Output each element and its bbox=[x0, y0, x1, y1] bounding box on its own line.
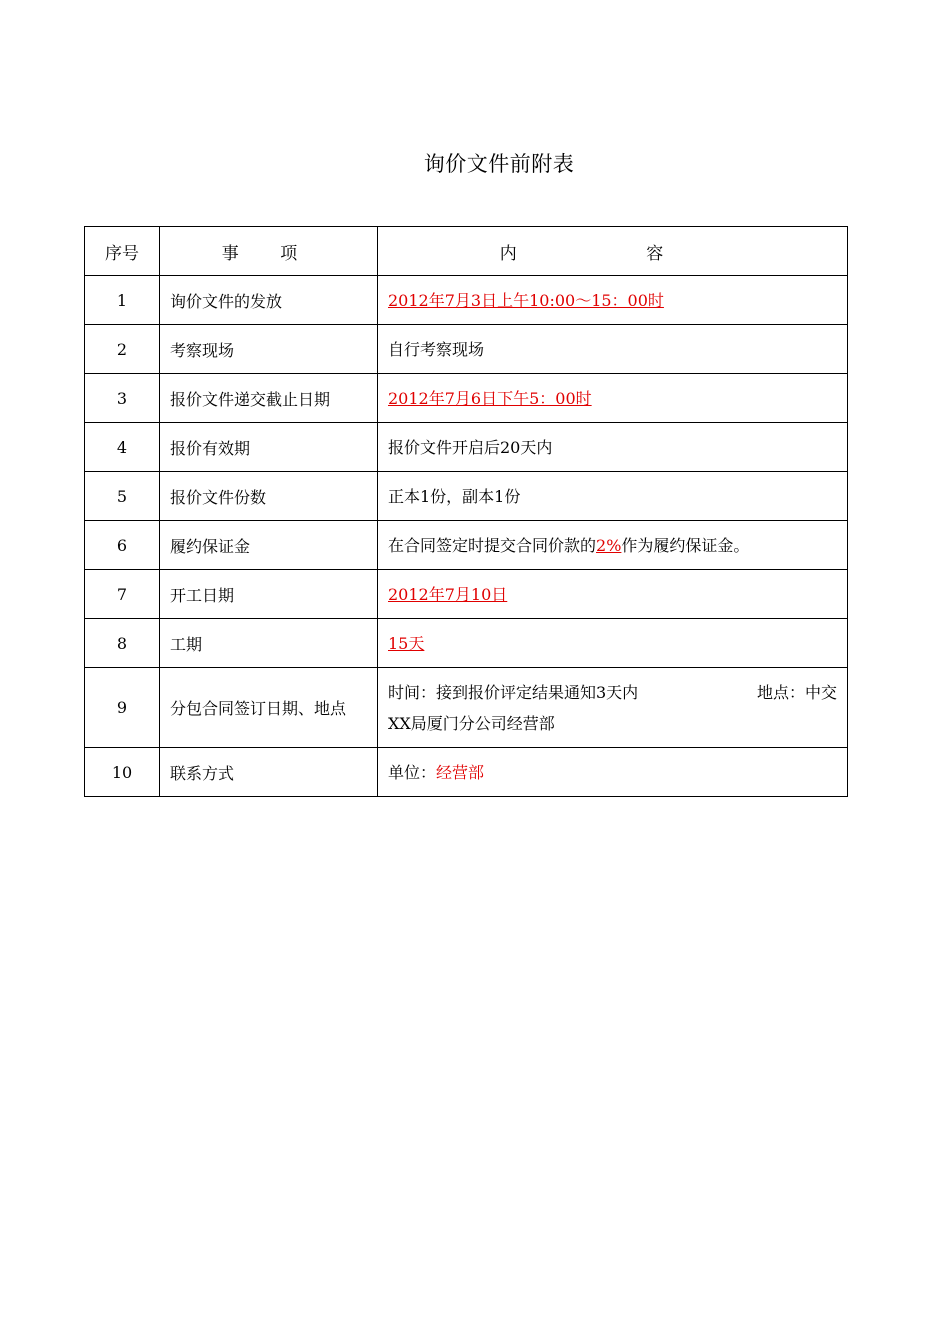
row-number: 3 bbox=[85, 374, 160, 423]
row-number: 1 bbox=[85, 276, 160, 325]
highlighted-date: 2012年7月3日上午10:00～15：00时 bbox=[388, 290, 664, 310]
row-content bbox=[378, 276, 848, 325]
table-row bbox=[85, 570, 848, 619]
highlighted-duration: 15天 bbox=[388, 633, 425, 653]
table-row bbox=[85, 325, 848, 374]
row-item: 报价文件递交截止日期 bbox=[160, 374, 378, 423]
row-item: 考察现场 bbox=[160, 325, 378, 374]
row-content: 自行考察现场 bbox=[378, 325, 848, 374]
content-line-1 bbox=[388, 677, 837, 708]
table-row bbox=[85, 374, 848, 423]
row-item: 报价有效期 bbox=[160, 423, 378, 472]
highlighted-deadline: 2012年7月6日下午5：00时 bbox=[388, 388, 592, 408]
contact-unit: 经营部 bbox=[436, 762, 485, 782]
page-title: 询价文件前附表 bbox=[423, 152, 575, 176]
header-item: 事 项 bbox=[160, 227, 378, 276]
row-content bbox=[378, 668, 848, 748]
row-content: 正本1份，副本1份 bbox=[378, 472, 848, 521]
content-time: 时间：接到报价评定结果通知3天内 bbox=[388, 682, 639, 702]
content-line-2: XX局厦门分公司经营部 bbox=[388, 713, 555, 733]
row-item: 履约保证金 bbox=[160, 521, 378, 570]
table-row bbox=[85, 423, 848, 472]
row-content bbox=[378, 374, 848, 423]
table-header-row bbox=[85, 227, 848, 276]
highlighted-percentage: 2% bbox=[596, 535, 622, 555]
row-number: 7 bbox=[85, 570, 160, 619]
table-row bbox=[85, 668, 848, 748]
row-number: 8 bbox=[85, 619, 160, 668]
row-item: 开工日期 bbox=[160, 570, 378, 619]
row-item: 分包合同签订日期、地点 bbox=[160, 668, 378, 748]
row-number: 10 bbox=[85, 748, 160, 797]
row-number: 9 bbox=[85, 668, 160, 748]
highlighted-start-date: 2012年7月10日 bbox=[388, 584, 508, 604]
row-content bbox=[378, 570, 848, 619]
row-content bbox=[378, 748, 848, 797]
appendix-table bbox=[84, 226, 848, 797]
row-number: 2 bbox=[85, 325, 160, 374]
table-row bbox=[85, 619, 848, 668]
header-content: 内 容 bbox=[378, 227, 848, 276]
content-text-after: 作为履约保证金。 bbox=[621, 535, 750, 555]
row-item: 联系方式 bbox=[160, 748, 378, 797]
row-content bbox=[378, 521, 848, 570]
row-item: 报价文件份数 bbox=[160, 472, 378, 521]
header-no: 序号 bbox=[85, 227, 160, 276]
content-place: 地点：中交 bbox=[756, 682, 837, 702]
row-item: 询价文件的发放 bbox=[160, 276, 378, 325]
row-item: 工期 bbox=[160, 619, 378, 668]
table-row bbox=[85, 276, 848, 325]
row-number: 5 bbox=[85, 472, 160, 521]
table-row bbox=[85, 472, 848, 521]
table-row bbox=[85, 748, 848, 797]
row-number: 4 bbox=[85, 423, 160, 472]
content-text-before: 在合同签定时提交合同价款的 bbox=[388, 535, 597, 555]
contact-label: 单位： bbox=[388, 762, 437, 782]
row-content: 报价文件开启后20天内 bbox=[378, 423, 848, 472]
row-number: 6 bbox=[85, 521, 160, 570]
row-content bbox=[378, 619, 848, 668]
table-row bbox=[85, 521, 848, 570]
